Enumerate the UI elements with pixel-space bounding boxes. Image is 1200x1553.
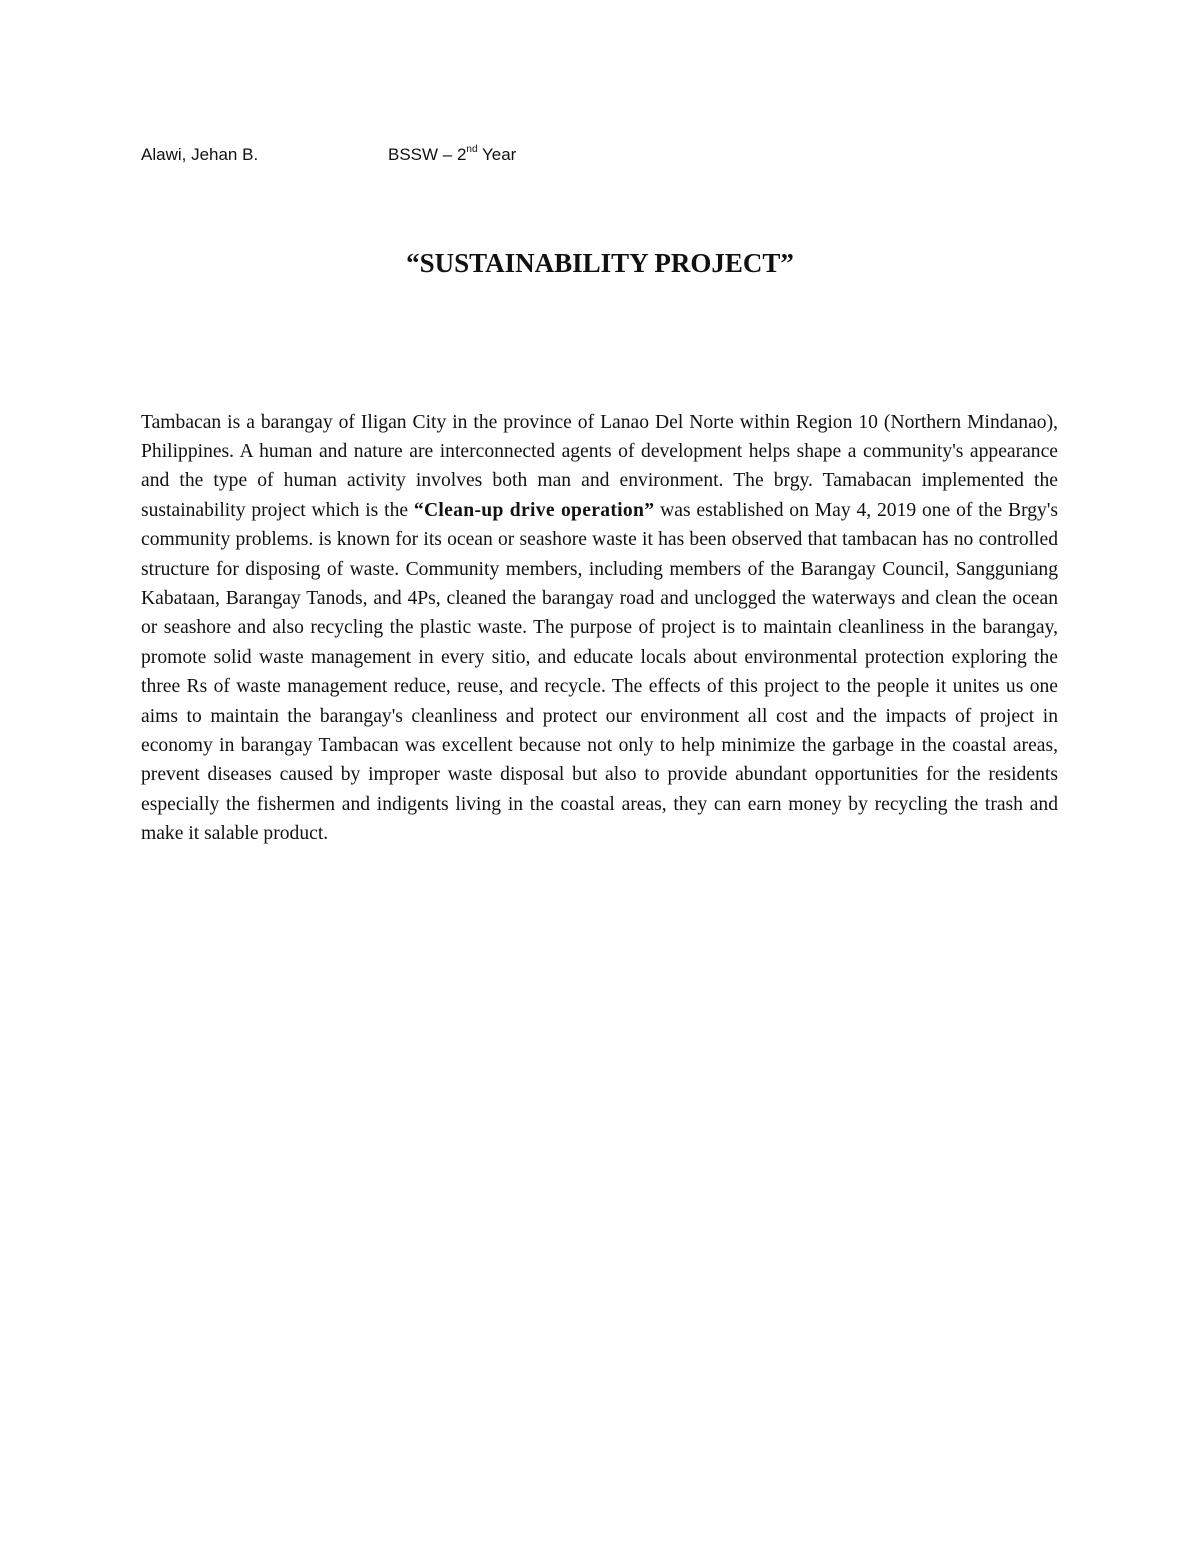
course-prefix: BSSW – 2 <box>388 145 467 164</box>
document-title: “SUSTAINABILITY PROJECT” <box>406 248 794 278</box>
course-suffix: Year <box>477 145 517 164</box>
course-year <box>388 143 516 167</box>
body-paragraph <box>141 408 1058 849</box>
course-superscript: nd <box>466 144 478 156</box>
project-name-highlight: “Clean-up drive operation” <box>413 499 655 521</box>
author-name: Alawi, Jehan B. <box>141 145 259 164</box>
paragraph-text-part1: Tambacan is a barangay of Iligan City in the province of Lanao Del Norte within Region 10 (Northern Mindanao), Philippines. A human and nature are interconnected agents of development helps shape a community's appearance and the type of human activity involves both man and environment. The brgy. Tamabacan implemented the sustainability project which is the <box>141 411 1058 521</box>
paragraph-text-part2: was established on May 4, 2019 one of the Brgy's community problems. is known for its ocean or seashore waste it has been observed that tambacan has no controlled structure for disposing of waste. Community members, including members of the Barangay Council, Sangguniang Kabataan, Barangay Tanods, and 4Ps, cleaned the barangay road and unclogged the waterways and clean the ocean or seashore and also recycling the plastic waste. The purpose of project is to maintain cleanliness in the barangay, promote solid waste management in every sitio, and educate locals about environmental protection exploring the three Rs of waste management reduce, reuse, and recycle. The effects of this project to the people it unites us one aims to maintain the barangay's cleanliness and protect our environment all cost and the impacts of project in economy in barangay Tambacan was excellent because not only to help minimize the garbage in the coastal areas, prevent diseases caused by improper waste disposal but also to provide abundant opportunities for the residents especially the fishermen and indigents living in the coastal areas, they can earn money by recycling the trash and make it salable product. <box>141 499 1058 845</box>
